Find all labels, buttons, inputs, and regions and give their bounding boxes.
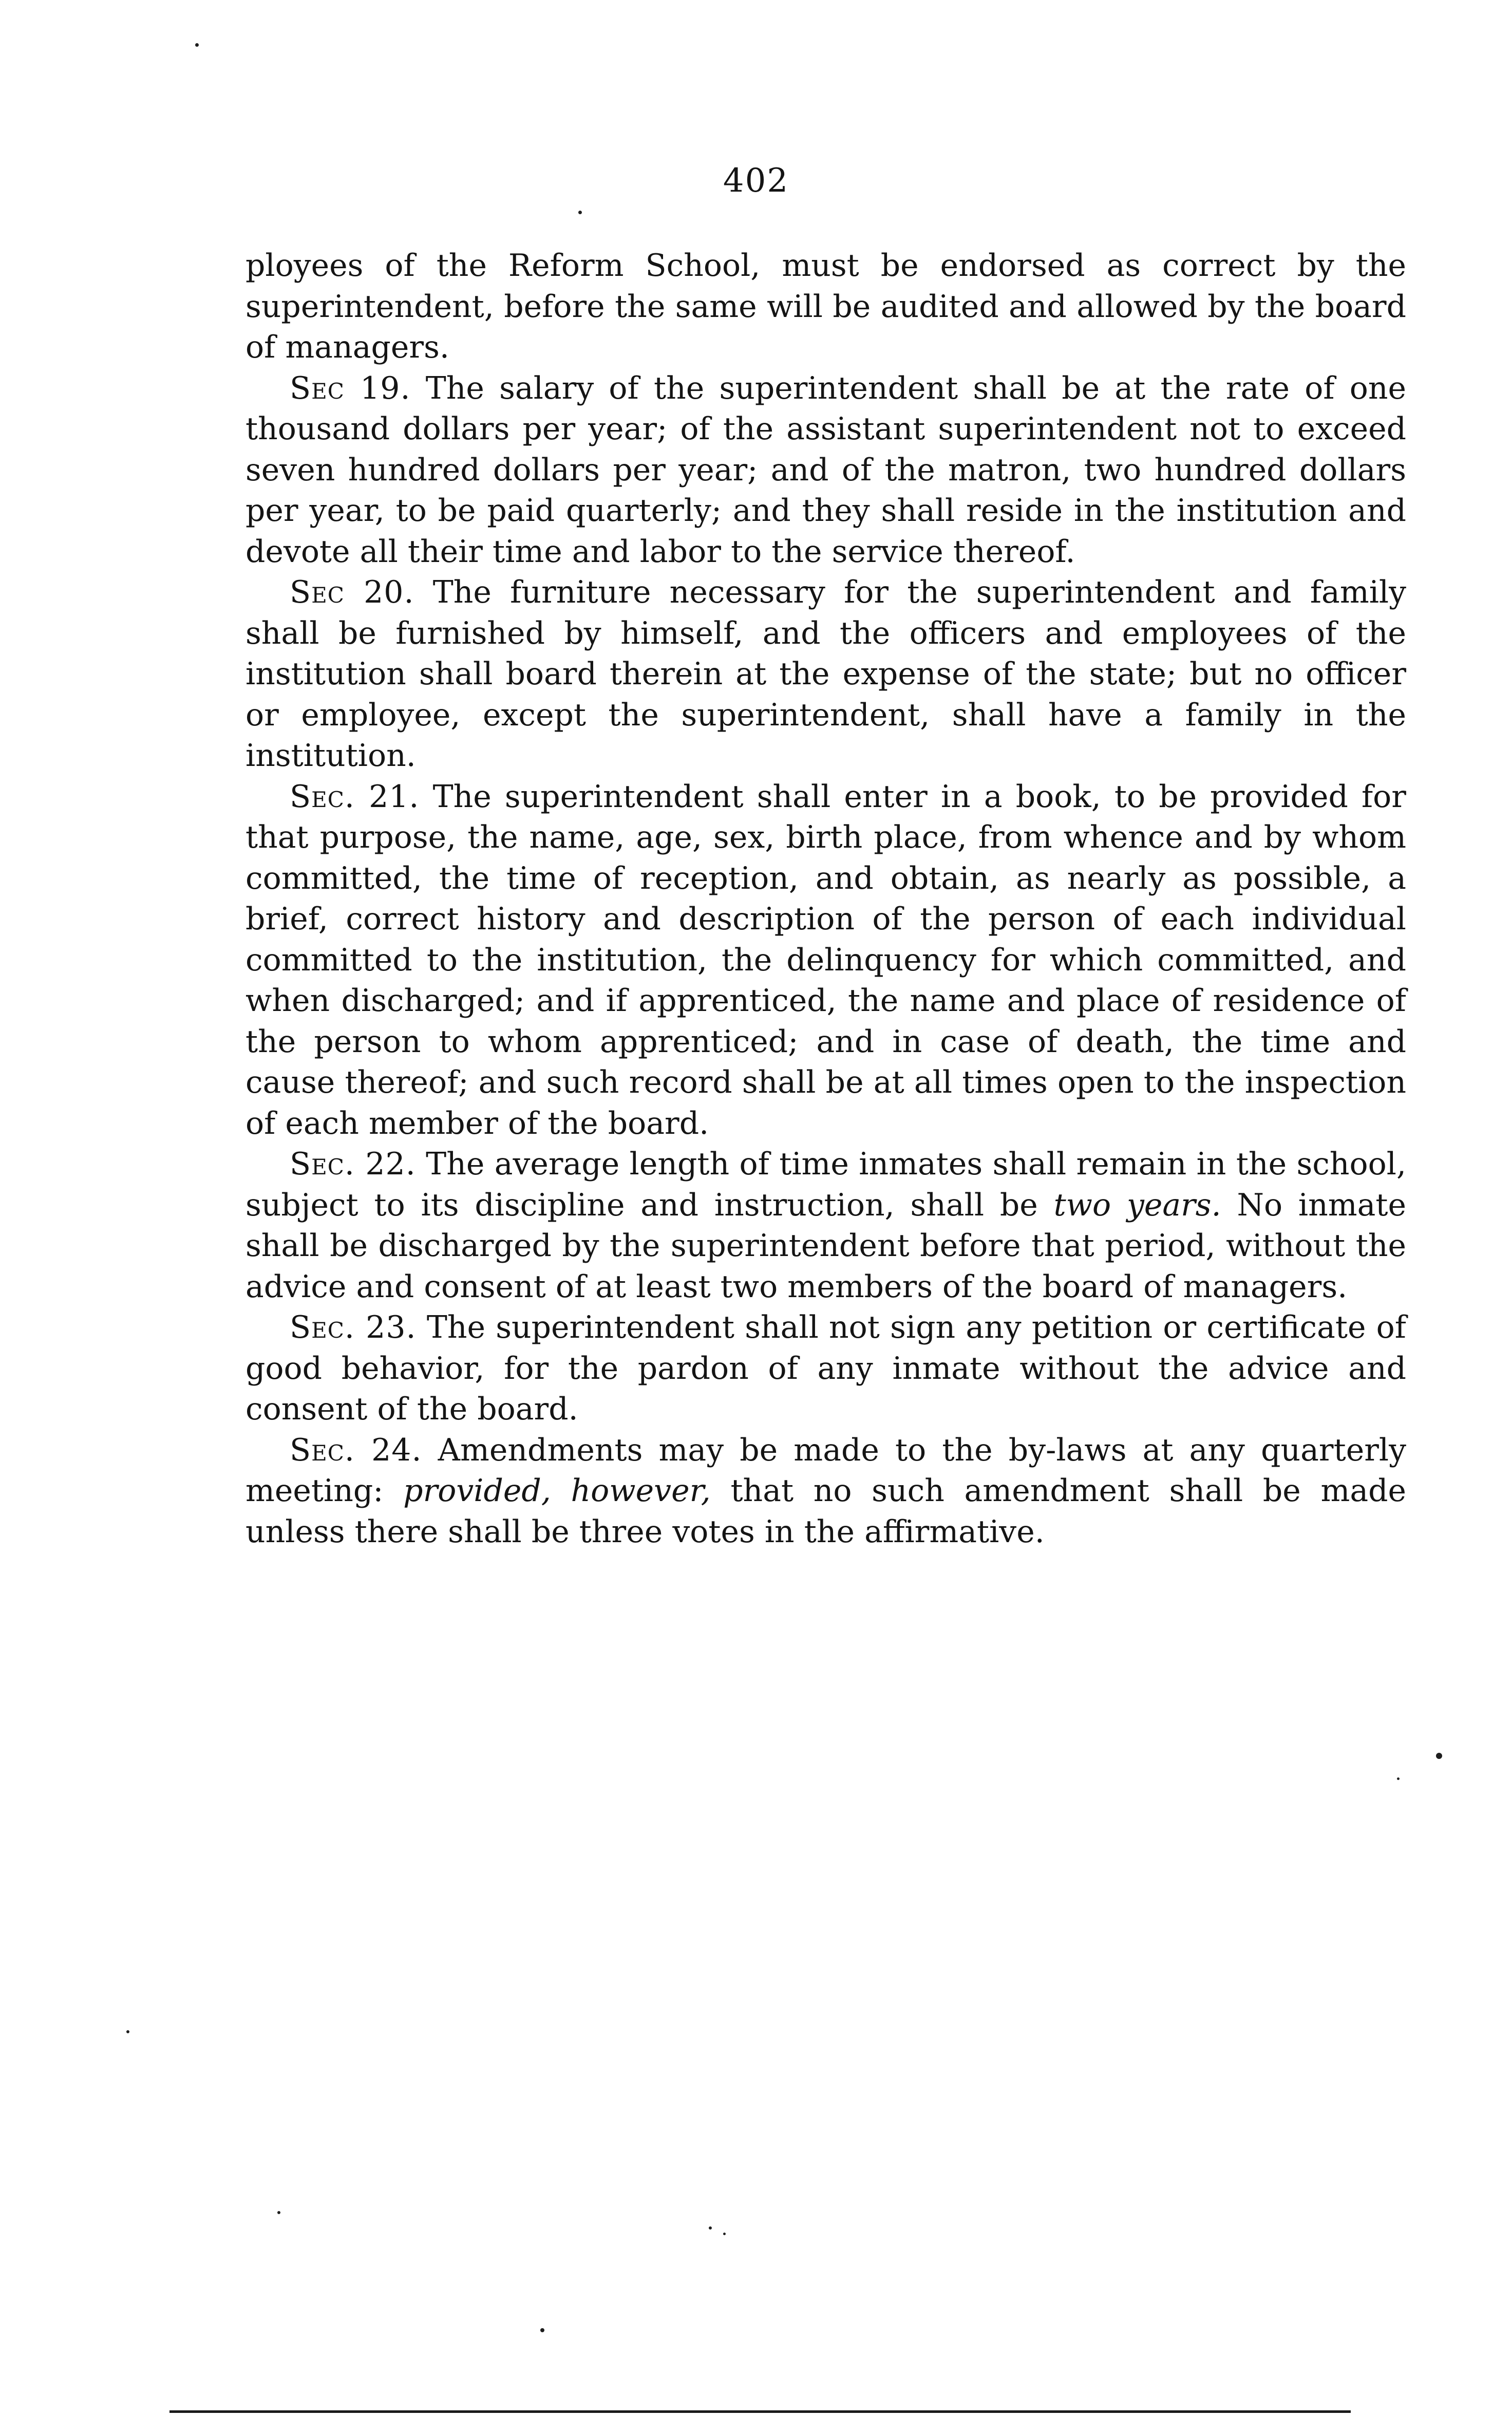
section-23 [245, 1307, 1406, 1430]
section-text: The furniture necessary for the superintendent and family shall be furnished by himself, and the officers and employees of the institution shall board therein at the expense of the state; but no officer or employee, except the superintendent, shall have a family in the institution. [245, 574, 1407, 774]
body-text [245, 246, 1406, 1552]
page-number: 402 [723, 162, 789, 200]
section-24 [245, 1430, 1406, 1553]
scan-speck [540, 2328, 544, 2332]
section-label: Sec. 22. [290, 1146, 416, 1182]
section-text: The salary of the superintendent shall be at the rate of one thousand dollars per year; of the assistant superintendent not to exceed seven hundred dollars per year; and of the matron, two hundred dollars per year, to be paid quarterly; and they shall reside in the institution and devote all their time and labor to the service thereof. [245, 370, 1407, 570]
section-22 [245, 1144, 1406, 1307]
section-text-continued: that no such amendment shall be made unless there shall be three votes in the affirmative. [245, 1473, 1407, 1550]
scan-speck [1436, 1753, 1442, 1759]
bottom-rule [169, 2410, 1351, 2413]
section-text-continued: No inmate shall be discharged by the superintendent before that period, without the advice and consent of at least two members of the board of managers. [245, 1187, 1406, 1305]
section-label: Sec. 23. [290, 1309, 417, 1345]
scan-speck [723, 2233, 726, 2235]
section-text: The average length of time inmates shall remain in the school, subject to its discipline and instruction, shall be [245, 1146, 1407, 1223]
section-text: The superintendent shall enter in a book, to be provided for that purpose, the name, age, sex, birth place, from whence and by whom committed, the time of reception, and obtain, as nearly as possible, a brief, correct history and description of the person of each individual committed to the institution, the delinquency for which committed, and when discharged; and if apprenticed, the name and place of residence of the person to whom apprenticed; and in case of death, the time and cause thereof; and such record shall be at all times open to the inspection of each member of the board. [245, 778, 1406, 1141]
section-label: Sec 20. [290, 574, 414, 610]
section-19 [245, 368, 1406, 573]
section-text-italic: two years. [1053, 1187, 1221, 1223]
scan-speck [578, 211, 582, 214]
paragraph-text: ployees of the Reform School, must be endorsed as correct by the superintendent, before the same will be audited and allowed by the board of managers. [245, 248, 1406, 365]
section-21 [245, 777, 1406, 1145]
scan-speck [277, 2211, 280, 2214]
section-label: Sec. 24. [290, 1432, 422, 1468]
scan-speck [709, 2226, 712, 2230]
scan-speck [126, 2030, 129, 2033]
section-20 [245, 572, 1406, 777]
paragraph-continuation [245, 246, 1406, 368]
section-label: Sec. 21. [290, 778, 420, 815]
section-text: Amendments may be made to the by-laws at any quarterly meeting: [245, 1432, 1406, 1509]
scan-speck [195, 43, 199, 47]
section-text: The superintendent shall not sign any petition or certificate of good behavior, for the pardon of any inmate without the advice and consent of the board. [245, 1309, 1406, 1427]
scan-speck [1397, 1777, 1400, 1780]
section-text-italic: provided, however, [403, 1473, 711, 1509]
section-label: Sec 19. [290, 370, 411, 406]
